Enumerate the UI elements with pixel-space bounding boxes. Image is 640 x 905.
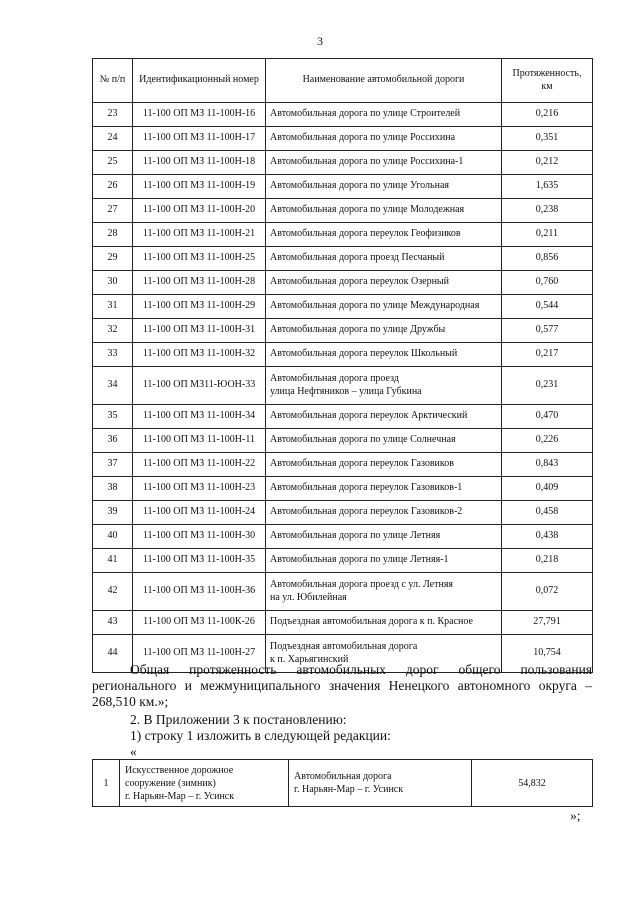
row-length: 0,544	[502, 295, 593, 319]
table-row	[93, 103, 593, 127]
row-name	[266, 103, 502, 127]
header-name: Наименование автомобильной дороги	[266, 59, 502, 103]
row-name	[266, 501, 502, 525]
row-num: 42	[93, 573, 133, 611]
table-row	[93, 199, 593, 223]
table-row	[93, 319, 593, 343]
row-id: 11-100 ОП МЗ 11-100Н-17	[133, 127, 266, 151]
row-name	[266, 199, 502, 223]
row-length: 0,856	[502, 247, 593, 271]
row-name	[266, 343, 502, 367]
row-name	[266, 367, 502, 405]
row-name	[266, 429, 502, 453]
row-name-line: Автомобильная дорога проезд Песчаный	[270, 252, 445, 264]
row-num: 39	[93, 501, 133, 525]
row-length: 0,351	[502, 127, 593, 151]
table-row	[93, 295, 593, 319]
row-name	[266, 295, 502, 319]
row-id: 11-100 ОП МЗ 11-100Н-23	[133, 477, 266, 501]
row-name	[266, 151, 502, 175]
row-name-line: Автомобильная дорога переулок Школьный	[270, 348, 458, 360]
row-name	[266, 319, 502, 343]
row-id: 11-100 ОП МЗ 11-100Н-31	[133, 319, 266, 343]
row-id: 11-100 ОП МЗ 11-100Н-21	[133, 223, 266, 247]
row-name	[266, 477, 502, 501]
table-row	[93, 175, 593, 199]
row-length: 0,226	[502, 429, 593, 453]
row-length: 0,577	[502, 319, 593, 343]
row-id: 11-100 ОП МЗ11-ЮОН-33	[133, 367, 266, 405]
row-name	[266, 611, 502, 635]
row-length: 0,072	[502, 573, 593, 611]
row-id: 11-100 ОП МЗ 11-100К-26	[133, 611, 266, 635]
row-num: 44	[93, 635, 133, 673]
second-row-road	[289, 760, 472, 807]
row-length: 0,216	[502, 103, 593, 127]
row-id: 11-100 ОП МЗ 11-100Н-16	[133, 103, 266, 127]
row-name-line: Автомобильная дорога по улице Россихина-1	[270, 156, 464, 168]
header-num: № п/п	[93, 59, 133, 103]
row-id: 11-100 ОП МЗ 11-100Н-32	[133, 343, 266, 367]
row-id: 11-100 ОП МЗ 11-100Н-35	[133, 549, 266, 573]
item-2-1-text: 1) строку 1 изложить в следующей редакции:	[130, 728, 391, 743]
row-length: 1,635	[502, 175, 593, 199]
road-line: г. Нарьян-Мар – г. Усинск	[294, 784, 404, 795]
row-num: 25	[93, 151, 133, 175]
row-num: 41	[93, 549, 133, 573]
row-num: 27	[93, 199, 133, 223]
row-length: 0,217	[502, 343, 593, 367]
row-name	[266, 525, 502, 549]
row-name-line: на ул. Юбилейная	[270, 591, 347, 603]
object-line: Искусственное дорожное	[125, 764, 234, 776]
row-num: 33	[93, 343, 133, 367]
row-id: 11-100 ОП МЗ 11-100Н-27	[133, 635, 266, 673]
row-name-line: Подъездная автомобильная дорога к п. Красное	[270, 616, 473, 628]
table-row	[93, 405, 593, 429]
row-name-line: Автомобильная дорога переулок Газовиков	[270, 458, 454, 470]
row-name	[266, 549, 502, 573]
row-name	[266, 247, 502, 271]
road-line: Автомобильная дорога	[294, 771, 392, 782]
table-row	[93, 247, 593, 271]
row-id: 11-100 ОП МЗ 11-100Н-30	[133, 525, 266, 549]
row-length: 0,458	[502, 501, 593, 525]
row-name-line: Автомобильная дорога проезд с ул. Летняя	[270, 579, 454, 590]
second-row-num: 1	[93, 760, 120, 807]
row-name	[266, 573, 502, 611]
row-name-line: Автомобильная дорога переулок Газовиков-2	[270, 506, 463, 518]
total-text-line-3: 268,510 км.»;	[92, 694, 169, 709]
table-row	[93, 367, 593, 405]
table-row	[93, 453, 593, 477]
row-name-line: Автомобильная дорога по улице Молодежная	[270, 204, 465, 216]
row-num: 34	[93, 367, 133, 405]
row-name-line: Автомобильная дорога по улице Россихина	[270, 132, 456, 144]
table-row	[93, 223, 593, 247]
row-num: 38	[93, 477, 133, 501]
roads-table	[92, 58, 593, 673]
table-row	[93, 549, 593, 573]
header-length: Протяженность, км	[502, 59, 593, 103]
row-length: 0,238	[502, 199, 593, 223]
row-name	[266, 223, 502, 247]
row-name-line: Автомобильная дорога проезд	[270, 373, 399, 384]
row-name-line: Автомобильная дорога переулок Арктический	[270, 410, 468, 422]
table-header-row	[93, 59, 593, 103]
row-num: 37	[93, 453, 133, 477]
row-length: 0,470	[502, 405, 593, 429]
row-name-line: Автомобильная дорога по улице Летняя	[270, 530, 441, 542]
row-name-line: Подъездная автомобильная дорога	[270, 641, 418, 652]
row-name	[266, 405, 502, 429]
row-num: 43	[93, 611, 133, 635]
table-row	[93, 151, 593, 175]
row-num: 24	[93, 127, 133, 151]
row-id: 11-100 ОП МЗ 11-100Н-34	[133, 405, 266, 429]
row-length: 0,760	[502, 271, 593, 295]
table-row	[93, 573, 593, 611]
total-text-line-1: Общая протяженность автомобильных дорог общего пользования	[130, 662, 592, 677]
table-row	[93, 477, 593, 501]
table-row	[93, 760, 593, 807]
quote-close: »;	[570, 808, 581, 823]
header-id: Идентификационный номер	[133, 59, 266, 103]
row-name-line: улица Нефтяников – улица Губкина	[270, 385, 422, 397]
table-row	[93, 127, 593, 151]
row-num: 40	[93, 525, 133, 549]
row-length: 27,791	[502, 611, 593, 635]
row-id: 11-100 ОП МЗ 11-100Н-28	[133, 271, 266, 295]
quote-open: «	[130, 744, 137, 759]
roads-table-body	[93, 103, 593, 673]
table-row	[93, 343, 593, 367]
row-name-line: Автомобильная дорога по улице Строителей	[270, 108, 461, 120]
row-length: 10,754	[502, 635, 593, 673]
row-id: 11-100 ОП МЗ 11-100Н-18	[133, 151, 266, 175]
table-row	[93, 525, 593, 549]
table-row	[93, 611, 593, 635]
row-name-line: Автомобильная дорога по улице Солнечная	[270, 434, 456, 446]
row-name	[266, 175, 502, 199]
row-name-line: Автомобильная дорога переулок Геофизиков	[270, 228, 461, 240]
row-name	[266, 271, 502, 295]
object-line: сооружение (зимник)	[125, 777, 216, 789]
row-num: 31	[93, 295, 133, 319]
total-text-line-2: регионального и межмуниципального значения Ненецкого автономного округа –	[92, 678, 592, 693]
row-name-line: Автомобильная дорога по улице Летняя-1	[270, 554, 449, 566]
row-num: 26	[93, 175, 133, 199]
row-num: 35	[93, 405, 133, 429]
row-id: 11-100 ОП МЗ 11-100Н-11	[133, 429, 266, 453]
row-id: 11-100 ОП МЗ 11-100Н-29	[133, 295, 266, 319]
second-row-length: 54,832	[472, 760, 593, 807]
row-name-line: Автомобильная дорога по улице Угольная	[270, 180, 449, 192]
row-id: 11-100 ОП МЗ 11-100Н-22	[133, 453, 266, 477]
row-name	[266, 127, 502, 151]
object-line: г. Нарьян-Мар – г. Усинск	[125, 790, 235, 802]
appendix-3-table	[92, 759, 593, 807]
row-name-line: к п. Харьягинский	[270, 653, 349, 665]
row-num: 36	[93, 429, 133, 453]
row-id: 11-100 ОП МЗ 11-100Н-25	[133, 247, 266, 271]
item-2-text: 2. В Приложении 3 к постановлению:	[130, 712, 347, 727]
row-length: 0,211	[502, 223, 593, 247]
row-num: 29	[93, 247, 133, 271]
row-length: 0,212	[502, 151, 593, 175]
table-row	[93, 429, 593, 453]
row-name	[266, 453, 502, 477]
row-id: 11-100 ОП МЗ 11-100Н-36	[133, 573, 266, 611]
row-num: 23	[93, 103, 133, 127]
row-length: 0,231	[502, 367, 593, 405]
table-row	[93, 271, 593, 295]
row-name-line: Автомобильная дорога переулок Газовиков-1	[270, 482, 463, 494]
row-length: 0,438	[502, 525, 593, 549]
second-row-object	[120, 760, 289, 807]
row-id: 11-100 ОП МЗ 11-100Н-19	[133, 175, 266, 199]
row-id: 11-100 ОП МЗ 11-100Н-24	[133, 501, 266, 525]
row-num: 32	[93, 319, 133, 343]
row-length: 0,218	[502, 549, 593, 573]
table-row	[93, 501, 593, 525]
row-name-line: Автомобильная дорога по улице Международная	[270, 300, 480, 312]
row-id: 11-100 ОП МЗ 11-100Н-20	[133, 199, 266, 223]
row-length: 0,843	[502, 453, 593, 477]
row-name-line: Автомобильная дорога переулок Озерный	[270, 276, 449, 288]
row-num: 30	[93, 271, 133, 295]
row-length: 0,409	[502, 477, 593, 501]
row-name-line: Автомобильная дорога по улице Дружбы	[270, 324, 446, 336]
row-num: 28	[93, 223, 133, 247]
page-number: 3	[317, 34, 323, 48]
